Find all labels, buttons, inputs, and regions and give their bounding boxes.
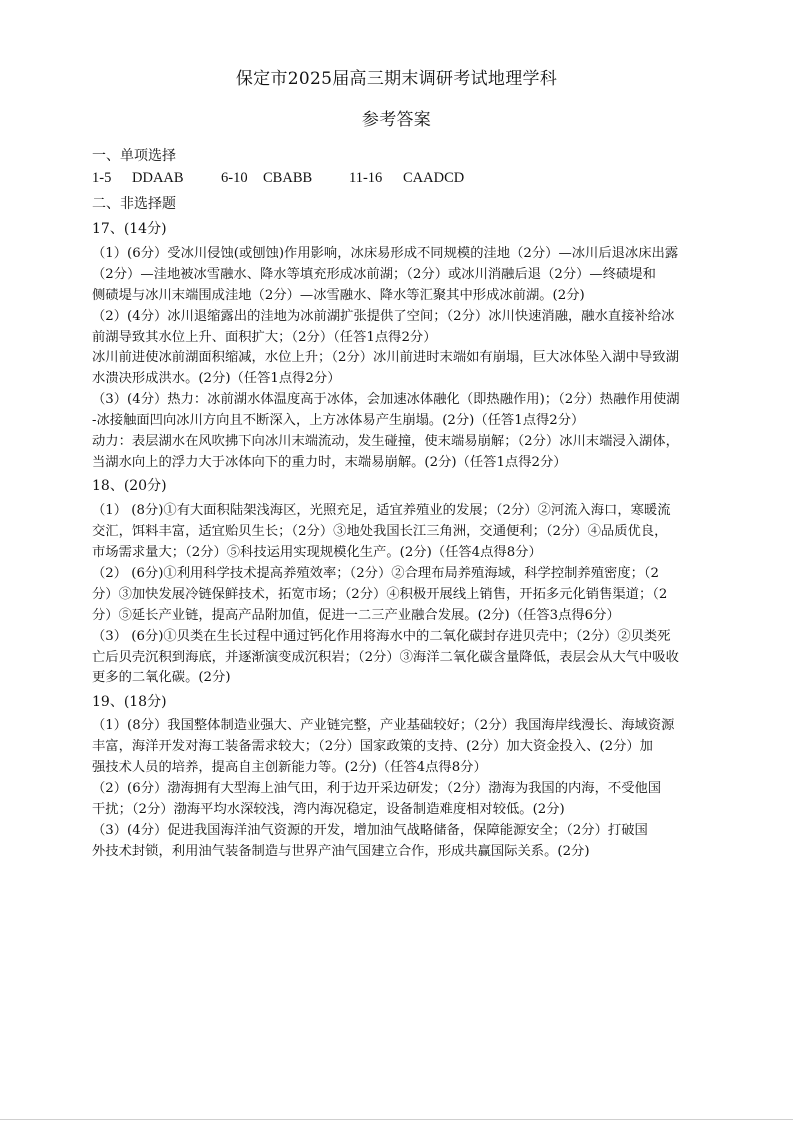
answer-line: （2） (6分)①利用科学技术提高养殖效率；（2分）②合理布局养殖海域，科学控制养殖密度；（2 xyxy=(92,566,660,581)
question-heading: 19、(18分) xyxy=(92,694,167,710)
answer-line: 交汇，饵料丰富，适宜贻贝生长；（2分）③地处我国长江三角洲，交通便利；（2分）④品质优良， xyxy=(92,524,668,539)
answer-keys: CBABB xyxy=(263,170,313,186)
answer-line: 市场需求量大；（2分）⑤科技运用实现规模化生产。(2分)（任答4点得8分） xyxy=(92,545,542,560)
page-subtitle: 参考答案 xyxy=(361,110,432,130)
section-heading-nonchoice: 二、非选择题 xyxy=(92,196,176,212)
question-heading: 18、(20分) xyxy=(92,478,167,494)
answer-line: （1） (8分)①有大面积陆架浅海区，光照充足，适宜养殖业的发展；（2分）②河流入海口，寒暖流 xyxy=(92,503,671,518)
answer-line: 强技术人员的培养，提高自主创新能力等。(2分)（任答4点得8分） xyxy=(92,760,487,775)
answer-line: 前湖导致其水位上升、面积扩大；（2分）（任答1点得2分） xyxy=(92,330,437,345)
answer-line: 外技术封锁，利用油气装备制造与世界产油气国建立合作，形成共赢国际关系。(2分) xyxy=(92,844,590,859)
answer-line: （1）(8分）我国整体制造业强大、产业链完整，产业基础较好；（2分）我国海岸线漫长、海域资源 xyxy=(92,718,675,733)
answer-line: 分）③加快发展冷链保鲜技术，拓宽市场；（2分）④积极开展线上销售，开拓多元化销售渠道；（2 xyxy=(92,587,668,602)
answer-line: （3）(4分）热力：冰前湖水体温度高于冰体，会加速冰体融化（即热融作用)；（2分）热融作用使湖 xyxy=(92,392,680,407)
answer-line: 分）⑤延长产业链，提高产品附加值，促进一二三产业融合发展。(2分)（任答3点得6分） xyxy=(92,608,620,623)
answer-keys: DDAAB xyxy=(132,170,184,186)
answer-line: 亡后贝壳沉积到海底，并逐渐演变成沉积岩；（2分）③海洋二氧化碳含量降低，表层会从大气中吸收 xyxy=(92,650,679,665)
answer-keys: CAADCD xyxy=(403,170,465,186)
answer-range: 11-16 xyxy=(349,170,383,186)
answer-line: （2）(6分）渤海拥有大型海上油气田，利于边开采边研发；（2分）渤海为我国的内海，不受他国 xyxy=(92,781,662,796)
answer-line: （3）(4分）促进我国海洋油气资源的开发，增加油气战略储备，保障能源安全；（2分）打破国 xyxy=(92,823,648,838)
choice-answer-row xyxy=(92,170,722,186)
answer-line: （2）(4分）冰川退缩露出的洼地为冰前湖扩张提供了空间；（2分）冰川快速消融，融水直接补给冰 xyxy=(92,309,675,324)
answer-line: （3） (6分)①贝类在生长过程中通过钙化作用将海水中的二氧化碳封存进贝壳中；（2分）②贝类死 xyxy=(92,629,671,644)
section-heading-choice: 一、单项选择 xyxy=(92,148,176,164)
answer-line: 动力：表层湖水在风吹拂下向冰川末端流动，发生碰撞，使末端易崩解；（2分）冰川末端浸入湖体， xyxy=(92,434,679,449)
answer-line: 侧碛堤与冰川末端围成洼地（2分）—冰雪融水、降水等汇聚其中形成冰前湖。(2分) xyxy=(92,288,585,303)
answer-range: 6-10 xyxy=(221,170,248,186)
page-bottom-edge xyxy=(0,1119,793,1120)
answer-line: 冰川前进使冰前湖面积缩减，水位上升；（2分）冰川前进时末端如有崩塌，巨大冰体坠入湖中导致湖 xyxy=(92,350,679,365)
answer-line: （1）(6分）受冰川侵蚀(或刨蚀)作用影响，冰床易形成不同规模的洼地（2分）—冰川后退冰床出露 xyxy=(92,246,679,261)
answer-line: -冰接触面凹向冰川方向且不断深入，上方冰体易产生崩塌。(2分)（任答1点得2分） xyxy=(92,413,585,428)
answer-line: 当湖水向上的浮力大于冰体向下的重力时，末端易崩解。(2分)（任答1点得2分） xyxy=(92,455,567,470)
answer-line: （2分）—洼地被冰雪融水、降水等填充形成冰前湖；（2分）或冰川消融后退（2分）—终碛堤和 xyxy=(92,267,656,282)
answer-line: 更多的二氧化碳。(2分) xyxy=(92,670,231,685)
answer-line: 干扰；（2分）渤海平均水深较浅，湾内海况稳定，设备制造难度相对较低。(2分) xyxy=(92,802,565,817)
answer-line: 丰富，海洋开发对海工装备需求较大；（2分）国家政策的支持、(2分）加大资金投入、(2分）加 xyxy=(92,739,653,754)
page-title: 保定市2025届高三期末调研考试地理学科 xyxy=(235,69,558,89)
question-heading: 17、(14分) xyxy=(92,221,167,237)
answer-range: 1-5 xyxy=(92,170,112,186)
answer-line: 水溃决形成洪水。(2分)（任答1点得2分） xyxy=(92,371,341,386)
